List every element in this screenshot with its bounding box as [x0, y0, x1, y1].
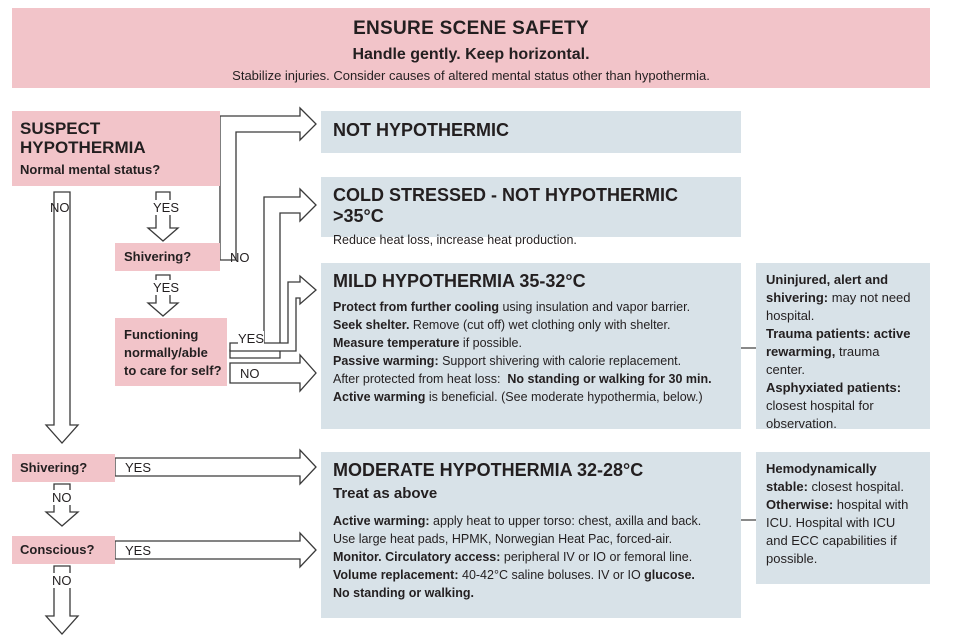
moderate-side-a: Hemodynamically stable: closest hospital.: [766, 461, 905, 494]
moderate-line-4: Volume replacement: 40-42°C saline boluses. IV or IO glucose.: [333, 568, 695, 582]
label-yes-functioning: YES: [238, 331, 265, 346]
moderate-line-5: No standing or walking.: [333, 586, 474, 600]
mild-line-1: Protect from further cooling using insulation and vapor barrier.: [333, 300, 691, 314]
label-yes-shivering-2: YES: [125, 460, 152, 475]
label-no-mental: NO: [50, 200, 70, 215]
functioning-question: [115, 318, 227, 386]
shivering-question-2: Shivering?: [12, 454, 115, 482]
mild-side-c: Asphyxiated patients: closest hospital for observation.: [766, 380, 902, 431]
mild-line-5: After protected from heat loss: No standing or walking for 30 min.: [333, 372, 712, 386]
label-yes-shivering: YES: [153, 280, 180, 295]
mild-line-4: Passive warming: Support shivering with calorie replacement.: [333, 354, 682, 368]
mild-side-box: [756, 263, 930, 429]
cold-stressed-box: [321, 177, 741, 247]
moderate-line-3: Monitor. Circulatory access: peripheral IV or IO or femoral line.: [333, 550, 693, 564]
header-title: ENSURE SCENE SAFETY: [353, 18, 589, 39]
shivering-question-1: Shivering?: [115, 243, 220, 271]
moderate-subtitle: Treat as above: [333, 485, 438, 502]
arrow-no-down-long: [46, 192, 78, 443]
mild-side-a: Uninjured, alert and shivering: may not need hospital.: [766, 272, 911, 323]
label-no-shivering: NO: [230, 250, 250, 265]
label-yes-mental: YES: [153, 200, 180, 215]
functioning-line-3: to care for self?: [124, 363, 222, 378]
suspect-title-2: HYPOTHERMIA: [20, 138, 146, 157]
normal-mental-status-question: Normal mental status?: [20, 162, 161, 177]
moderate-line-2: Use large heat pads, HPMK, Norwegian Heat Pac, forced-air.: [333, 532, 673, 546]
not-hypothermic-box: [321, 111, 741, 153]
suspect-title-1: SUSPECT: [20, 119, 101, 138]
header-subtitle: Handle gently. Keep horizontal.: [352, 46, 590, 63]
header-note: Stabilize injuries. Consider causes of altered mental status other than hypothermia.: [232, 68, 710, 83]
mild-hypothermia-box: [321, 263, 741, 429]
functioning-line-1: Functioning: [124, 327, 199, 342]
moderate-hypothermia-box: [321, 452, 741, 618]
label-yes-conscious: YES: [125, 543, 152, 558]
not-hypothermic-title: NOT HYPOTHERMIC: [333, 120, 510, 140]
mild-line-6: Active warming is beneficial. (See moderate hypothermia, below.): [333, 390, 703, 404]
suspect-hypothermia-box: [12, 111, 220, 186]
label-no-conscious: NO: [52, 573, 72, 588]
mild-title: MILD HYPOTHERMIA 35-32°C: [333, 271, 586, 291]
functioning-line-2: normally/able: [124, 345, 208, 360]
mild-line-2: Seek shelter. Remove (cut off) wet clothing only with shelter.: [333, 318, 671, 332]
moderate-title: MODERATE HYPOTHERMIA 32-28°C: [333, 460, 644, 480]
cold-stressed-text: Reduce heat loss, increase heat production.: [333, 233, 577, 247]
mild-side-b: Trauma patients: active rewarming, trauma center.: [766, 326, 911, 377]
mild-line-3: Measure temperature if possible.: [333, 336, 522, 350]
moderate-line-1: Active warming: apply heat to upper torso: chest, axilla and back.: [333, 514, 702, 528]
label-no-functioning: NO: [240, 366, 260, 381]
conscious-question: Conscious?: [12, 536, 115, 564]
label-no-shivering-2: NO: [52, 490, 72, 505]
cold-stressed-title: COLD STRESSED - NOT HYPOTHERMIC >35°C: [333, 185, 679, 226]
moderate-side-b: Otherwise: hospital with ICU. Hospital with ICU and ECC capabilities if possible.: [766, 497, 909, 566]
moderate-side-box: [756, 452, 930, 584]
